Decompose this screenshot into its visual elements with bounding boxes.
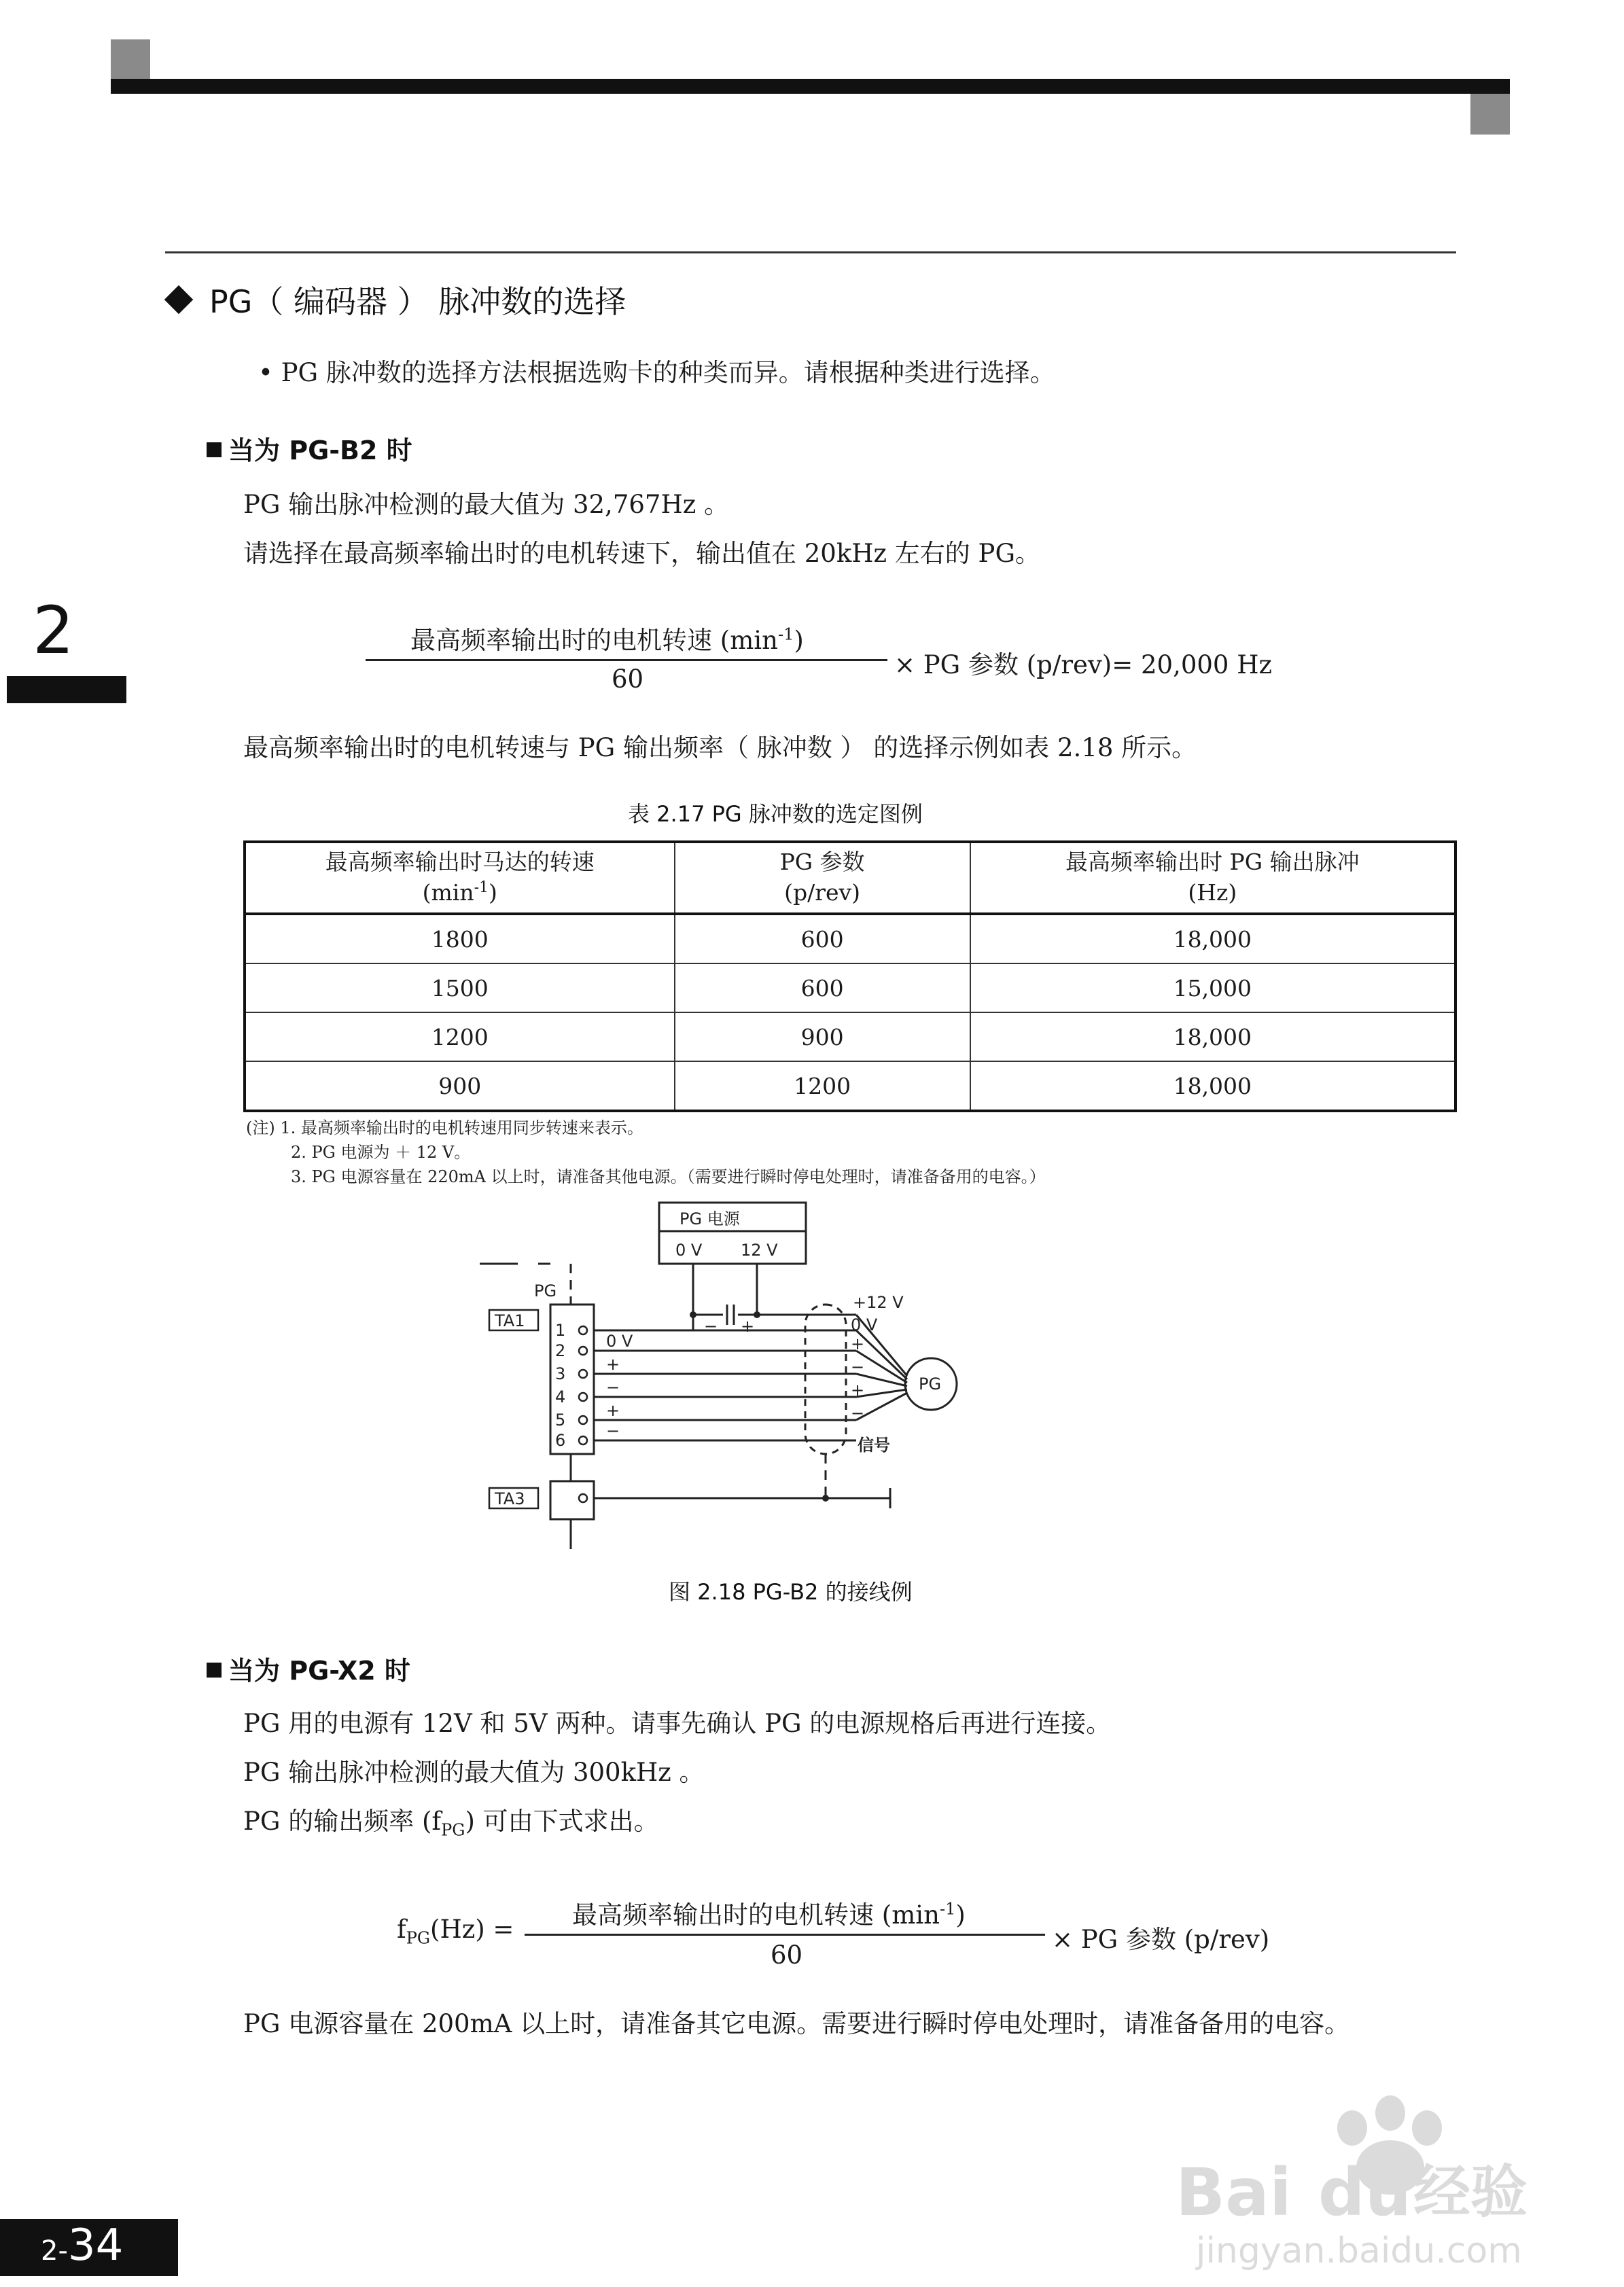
square-bullet-icon (207, 442, 222, 457)
formula2-rhs: × PG 参数 (p/rev) (1052, 1925, 1270, 1954)
wiring-diagram (462, 1196, 1060, 1576)
pgx2-line4: PG 电源容量在 200mA 以上时，请准备其它电源。需要进行瞬时停电处理时，请准备备用的电容。 (243, 2009, 1350, 2038)
left-sign-plus: + (606, 1401, 620, 1420)
terminal-3: 3 (555, 1364, 566, 1383)
terminal-5: 5 (555, 1411, 566, 1430)
right-sign-plus: + (851, 1381, 865, 1400)
capacitor-plus: + (741, 1317, 755, 1336)
pg-motor-label: PG (919, 1375, 942, 1394)
right-sign-plus: + (851, 1334, 865, 1353)
right-sign-0v: 0 V (851, 1315, 878, 1334)
ta3-label: TA3 (495, 1489, 525, 1508)
section-intro: • PG 脉冲数的选择方法根据选购卡的种类而异。请根据种类进行选择。 (258, 358, 1055, 387)
pgb2-line3: 最高频率输出时的电机转速与 PG 输出频率（ 脉冲数 ） 的选择示例如表 2.18 所示。 (243, 733, 1197, 762)
left-sign-minus: − (606, 1421, 620, 1440)
table-cell: 600 (675, 914, 970, 963)
header-bar (111, 79, 1510, 94)
pgx2-line2: PG 输出脉冲检测的最大值为 300kHz 。 (243, 1758, 705, 1787)
pgx2-line3: PG 的输出频率 $(f_{PG})$ 可由下式求出。 (243, 1807, 659, 1840)
cable-shield (805, 1305, 846, 1454)
left-sign-0v: 0 V (606, 1332, 633, 1351)
formula1-rhs: × PG 参数 (p/rev)= 20,000 Hz (894, 650, 1272, 679)
table-note-3: 3. PG 电源容量在 220mA 以上时，请准备其他电源。（需要进行瞬时停电处理时，请准备备用的电容。） (291, 1167, 1046, 1186)
table-cell: 18,000 (970, 1012, 1455, 1061)
signal-label: 信号 (858, 1436, 890, 1455)
table-header-output-pulse: 最高频率输出时 PG 输出脉冲 (Hz) (970, 842, 1455, 914)
header-square-right (1470, 94, 1510, 135)
pgx2-line1: PG 用的电源有 12V 和 5V 两种。请事先确认 PG 的电源规格后再进行连接。 (243, 1709, 1112, 1738)
watermark-brand2: du (1318, 2155, 1412, 2231)
chapter-number: 2 (33, 592, 75, 669)
table-cell: 900 (675, 1012, 970, 1061)
header-square-left (111, 39, 150, 80)
section-rule (165, 251, 1456, 253)
pg-side-label: PG (534, 1281, 557, 1300)
table-row (245, 1061, 1455, 1111)
pgb2-line1: PG 输出脉冲检测的最大值为 32,767Hz 。 (243, 490, 729, 519)
table-cell: 1800 (245, 914, 675, 963)
capacitor-minus: − (704, 1317, 718, 1336)
table-header-row (245, 842, 1455, 914)
formula2-numerator: 最高频率输出时的电机转速 $(\min^{-1})$ (572, 1899, 966, 1930)
page-number: 2-34 (41, 2220, 124, 2271)
terminal-2: 2 (555, 1341, 566, 1360)
formula1-numerator: 最高频率输出时的电机转速 $(\min^{-1})$ (410, 624, 804, 655)
table-header-pg-param: PG 参数 (p/rev) (675, 842, 970, 914)
terminal-1: 1 (555, 1321, 566, 1340)
table-cell: 600 (675, 963, 970, 1012)
baidu-watermark (1148, 2066, 1570, 2276)
power-0v-label: 0 V (675, 1241, 703, 1260)
right-sign-minus: − (851, 1358, 865, 1377)
formula1-fraction-line (366, 659, 887, 661)
chapter-bar (7, 676, 126, 703)
pgb2-line2: 请选择在最高频率输出时的电机转速下，输出值在 20kHz 左右的 PG。 (243, 539, 1040, 568)
terminal-4: 4 (555, 1387, 566, 1406)
pgx2-heading (207, 1650, 410, 1687)
table-cell: 15,000 (970, 963, 1455, 1012)
right-sign-minus: − (851, 1404, 865, 1423)
table-cell: 900 (245, 1061, 675, 1111)
formula2-fraction-line (525, 1934, 1045, 1936)
pgb2-heading (207, 429, 412, 467)
table-note-2: 2. PG 电源为 ＋ 12 V。 (291, 1143, 471, 1162)
square-bullet-icon (207, 1663, 222, 1678)
watermark-brand: Bai (1176, 2155, 1292, 2231)
table-caption: 表 2.17 PG 脉冲数的选定图例 (628, 801, 923, 827)
watermark-url: jingyan.baidu.com (1196, 2231, 1522, 2271)
diagram-caption: 图 2.18 PG-B2 的接线例 (669, 1579, 913, 1605)
table-row (245, 1012, 1455, 1061)
watermark-cn: 经验 (1413, 2159, 1528, 2225)
table-cell: 18,000 (970, 1061, 1455, 1111)
ta1-label: TA1 (495, 1311, 525, 1330)
pgb2-heading-text: 当为 PG-B2 时 (228, 436, 412, 465)
left-sign-minus: − (606, 1378, 620, 1397)
formula1-denominator: 60 (612, 664, 644, 694)
pg-power-label: PG 电源 (679, 1209, 740, 1228)
table-header-speed: 最高频率输出时马达的转速 $(\min^{-1})$ (245, 842, 675, 914)
left-sign-plus: + (606, 1355, 620, 1374)
table-cell: 18,000 (970, 914, 1455, 963)
table-cell: 1200 (245, 1012, 675, 1061)
pgx2-heading-text: 当为 PG-X2 时 (228, 1656, 410, 1686)
table-cell: 1200 (675, 1061, 970, 1111)
pg-pulse-table (243, 840, 1457, 1112)
table-note-1: (注) 1. 最高频率输出时的电机转速用同步转速来表示。 (246, 1118, 643, 1137)
table-cell: 1500 (245, 963, 675, 1012)
table-row (245, 963, 1455, 1012)
power-12v-label: 12 V (741, 1241, 778, 1260)
section-heading (169, 277, 626, 322)
plus-12v-label: +12 V (853, 1293, 904, 1312)
section-title: PG（ 编码器 ） 脉冲数的选择 (209, 283, 626, 320)
terminal-6: 6 (555, 1431, 566, 1450)
table-row (245, 914, 1455, 963)
formula2-lhs: $f_{PG}(Hz)$ = (397, 1915, 514, 1948)
diamond-bullet-icon (164, 285, 193, 314)
formula2-denominator: 60 (771, 1940, 803, 1970)
